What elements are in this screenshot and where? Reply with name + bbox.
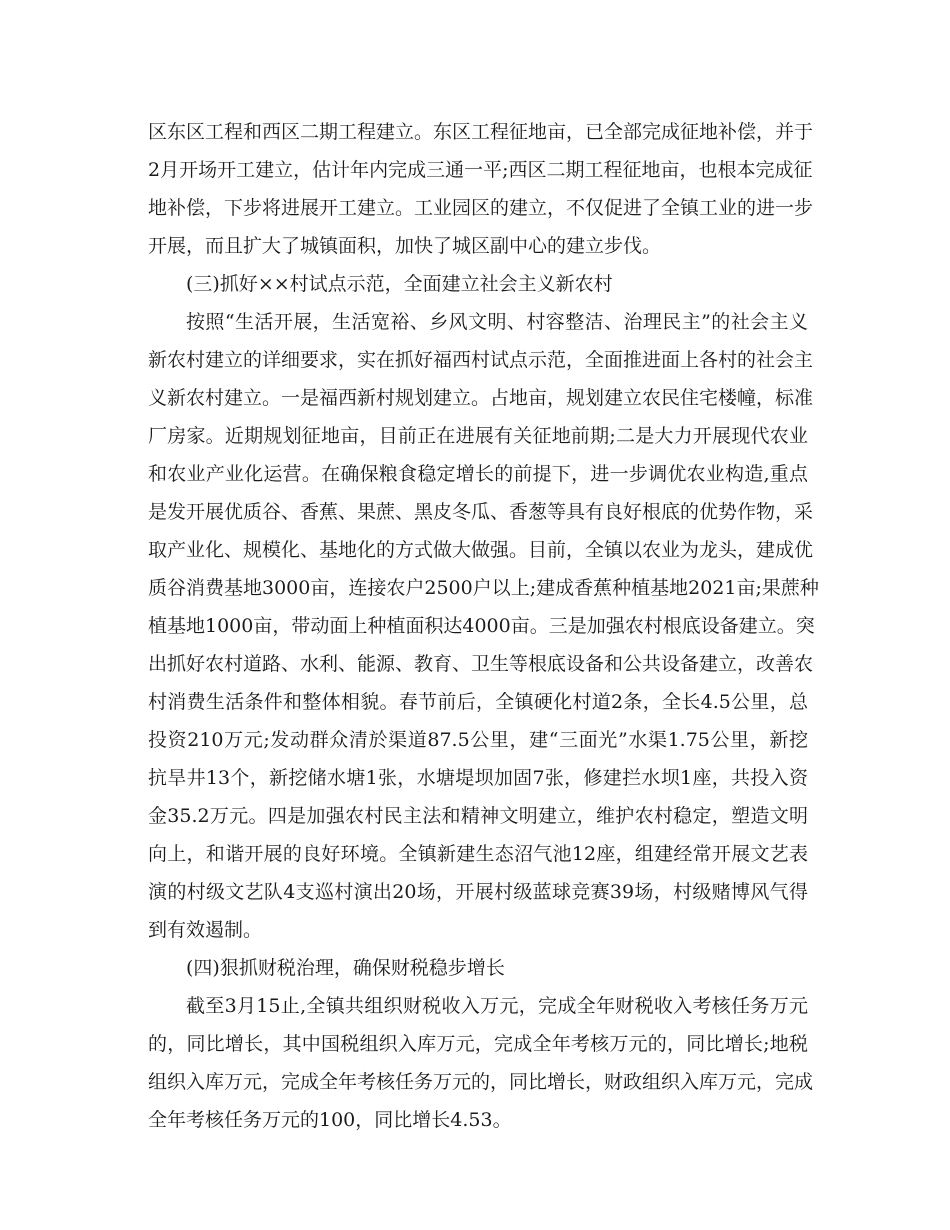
text-line: 新农村建立的详细要求，实在抓好福西村试点示范，全面推进面上各村的社会主 xyxy=(148,349,814,371)
text-line: 2月开场开工建立，估计年内完成三通一平;西区二期工程征地亩，也根本完成征 xyxy=(148,159,813,181)
text-line: 到有效遏制。 xyxy=(148,919,263,941)
text-line: 区东区工程和西区二期工程建立。东区工程征地亩，已全部完成征地补偿，并于 xyxy=(148,121,814,143)
text-line: 村消费生活条件和整体相貌。春节前后，全镇硬化村道2条，全长4.5公里，总 xyxy=(148,691,808,713)
text-line: 按照“生活开展，生活宽裕、乡风文明、村容整洁、治理民主”的社会主义 xyxy=(186,311,808,333)
text-line: 开展，而且扩大了城镇面积，加快了城区副中心的建立步伐。 xyxy=(148,235,662,257)
text-line: 取产业化、规模化、基地化的方式做大做强。目前，全镇以农业为龙头，建成优 xyxy=(148,539,814,561)
text-line: 截至3月15止,全镇共组织财税收入万元，完成全年财税收入考核任务万元 xyxy=(186,995,808,1017)
text-line: 厂房家。近期规划征地亩，目前正在进展有关征地前期;二是大力开展现代农业 xyxy=(148,425,808,447)
paragraph-fiscal-tax xyxy=(148,987,814,1139)
text-line: 义新农村建立。一是福西新村规划建立。占地亩，规划建立农民住宅楼幢，标准 xyxy=(148,387,814,409)
text-line: 金35.2万元。四是加强农村民主法和精神文明建立，维护农村稳定，塑造文明 xyxy=(148,805,808,827)
text-line: 是发开展优质谷、香蕉、果蔗、黑皮冬瓜、香葱等具有良好根底的优势作物，采 xyxy=(148,501,814,523)
section-heading-fiscal-tax xyxy=(148,949,808,987)
text-line: 质谷消费基地3000亩，连接农户2500户以上;建成香蕉种植基地2021亩;果蔗种 xyxy=(148,577,819,599)
text-line: 全年考核任务万元的100，同比增长4.53。 xyxy=(148,1109,512,1131)
text-line: 的，同比增长，其中国税组织入库万元，完成全年考核万元的，同比增长;地税 xyxy=(148,1033,808,1055)
text-line: 抗旱井13个，新挖储水塘1张，水塘堤坝加固7张，修建拦水坝1座，共投入资 xyxy=(148,767,808,789)
text-line: 和农业产业化运营。在确保粮食稳定增长的前提下，进一步调优农业构造,重点 xyxy=(148,463,808,485)
text-line: 演的村级文艺队4支巡村演出20场，开展村级蓝球竞赛39场，村级赌博风气得 xyxy=(148,881,808,903)
text-line: 地补偿，下步将进展开工建立。工业园区的建立，不仅促进了全镇工业的进一步 xyxy=(148,197,814,219)
section-heading-new-countryside xyxy=(148,265,808,303)
document-body xyxy=(148,113,819,1139)
paragraph-industrial-park xyxy=(148,113,814,265)
text-line: 出抓好农村道路、水利、能源、教育、卫生等根底设备和公共设备建立，改善农 xyxy=(148,653,814,675)
text-line: 组织入库万元，完成全年考核任务万元的，同比增长，财政组织入库万元，完成 xyxy=(148,1071,814,1093)
section-heading: (三)抓好××村试点示范，全面建立社会主义新农村 xyxy=(186,273,613,295)
text-line: 投资210万元;发动群众清於渠道87.5公里，建“三面光”水渠1.75公里，新挖 xyxy=(148,729,808,751)
section-heading: (四)狠抓财税治理，确保财税稳步增长 xyxy=(186,957,505,979)
paragraph-new-countryside xyxy=(148,303,819,949)
text-line: 植基地1000亩，带动面上种植面积达4000亩。三是加强农村根底设备建立。突 xyxy=(148,615,815,637)
text-line: 向上，和谐开展的良好环境。全镇新建生态沼气池12座，组建经常开展文艺表 xyxy=(148,843,808,865)
